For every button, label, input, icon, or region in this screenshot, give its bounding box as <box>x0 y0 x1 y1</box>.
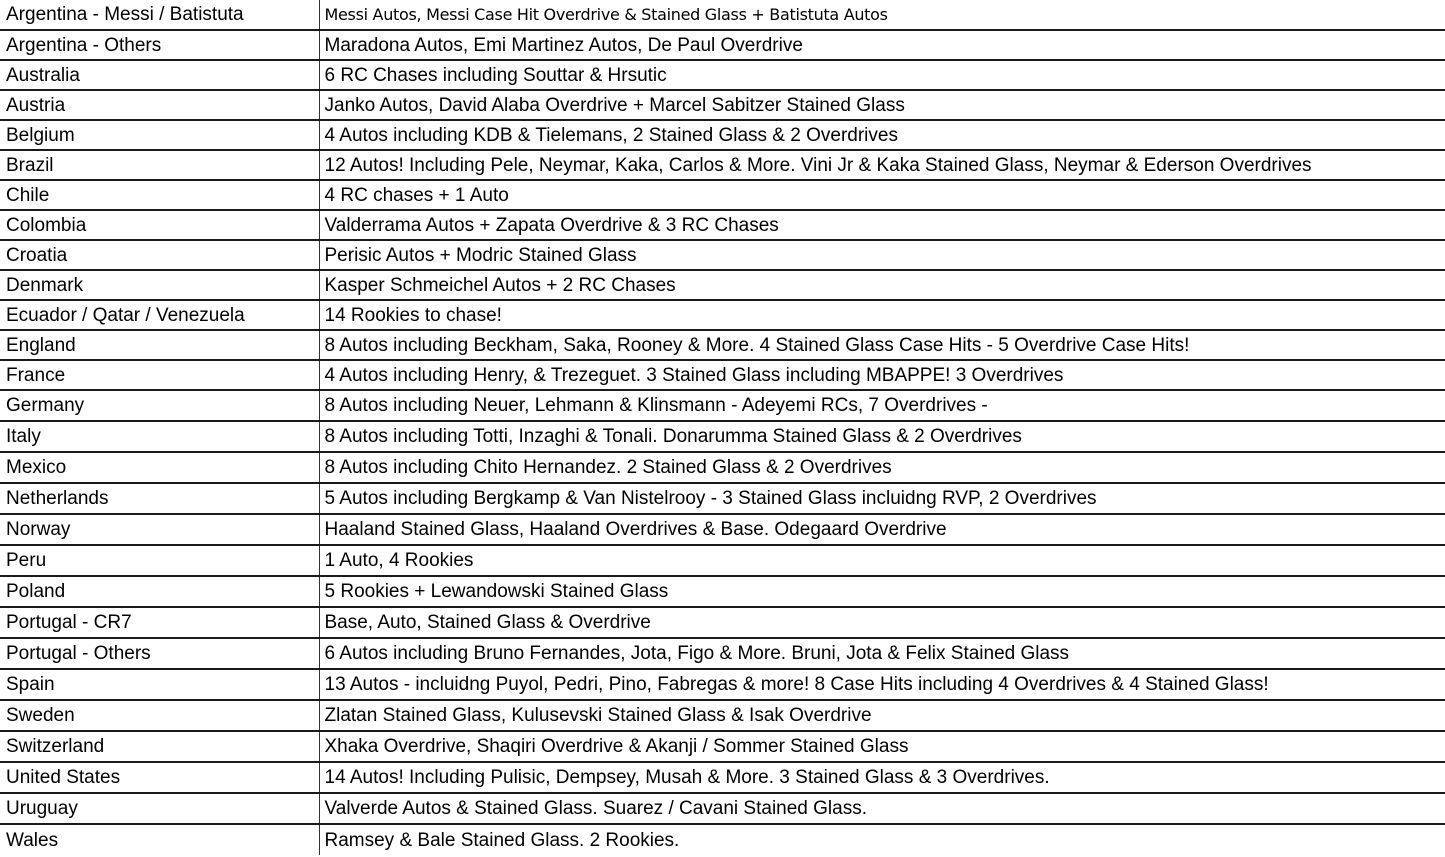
table-row <box>0 576 1445 607</box>
team-cell[interactable]: Australia <box>0 60 319 90</box>
table-row <box>0 180 1445 210</box>
team-cell[interactable]: Denmark <box>0 270 319 300</box>
team-cell[interactable]: Croatia <box>0 240 319 270</box>
highlights-cell[interactable]: Kasper Schmeichel Autos + 2 RC Chases <box>319 270 1445 300</box>
highlights-cell[interactable]: 12 Autos! Including Pele, Neymar, Kaka, Carlos & More. Vini Jr & Kaka Stained Glass, Neymar & Ederson Overdrives <box>319 150 1445 180</box>
table-row <box>0 669 1445 700</box>
highlights-cell[interactable]: Valverde Autos & Stained Glass. Suarez / Cavani Stained Glass. <box>319 793 1445 824</box>
highlights-cell[interactable]: 4 Autos including KDB & Tielemans, 2 Stained Glass & 2 Overdrives <box>319 120 1445 150</box>
highlights-cell[interactable]: Ramsey & Bale Stained Glass. 2 Rookies. <box>324 829 680 851</box>
team-cell[interactable]: England <box>0 330 319 360</box>
highlights-cell[interactable]: Maradona Autos, Emi Martinez Autos, De Paul Overdrive <box>319 30 1445 60</box>
highlights-cell[interactable]: 5 Autos including Bergkamp & Van Nistelrooy - 3 Stained Glass incluidng RVP, 2 Overdrives <box>319 483 1445 514</box>
team-cell[interactable]: Portugal - CR7 <box>0 607 319 638</box>
table-row <box>0 483 1445 514</box>
table-row <box>0 330 1445 360</box>
highlights-cell[interactable]: Valderrama Autos + Zapata Overdrive & 3 RC Chases <box>319 210 1445 240</box>
highlights-cell[interactable]: Xhaka Overdrive, Shaqiri Overdrive & Akanji / Sommer Stained Glass <box>319 731 1445 762</box>
team-cell[interactable]: United States <box>0 762 319 793</box>
table-row <box>0 30 1445 60</box>
highlights-cell[interactable]: 14 Autos! Including Pulisic, Dempsey, Musah & More. 3 Stained Glass & 3 Overdrives. <box>319 762 1445 793</box>
table-row <box>0 824 1445 855</box>
team-cell[interactable]: Brazil <box>0 150 319 180</box>
highlights-cell[interactable]: 8 Autos including Chito Hernandez. 2 Stained Glass & 2 Overdrives <box>319 452 1445 483</box>
team-cell[interactable]: Chile <box>0 180 319 210</box>
team-cell[interactable]: Portugal - Others <box>0 638 319 669</box>
table-row <box>0 762 1445 793</box>
table-row <box>0 700 1445 731</box>
highlights-cell[interactable]: 8 Autos including Totti, Inzaghi & Tonali. Donarumma Stained Glass & 2 Overdrives <box>319 421 1445 452</box>
table-row <box>0 421 1445 452</box>
team-cell[interactable]: Argentina - Others <box>0 30 319 60</box>
highlights-cell[interactable]: 5 Rookies + Lewandowski Stained Glass <box>319 576 1445 607</box>
team-cell[interactable]: Germany <box>0 390 319 421</box>
table-row <box>0 638 1445 669</box>
table-row <box>0 390 1445 421</box>
team-cell[interactable]: Poland <box>0 576 319 607</box>
team-cell[interactable]: Colombia <box>0 210 319 240</box>
table-row <box>0 210 1445 240</box>
table-row <box>0 60 1445 90</box>
table-row <box>0 360 1445 390</box>
table-row <box>0 270 1445 300</box>
table-row <box>0 514 1445 545</box>
table-row <box>0 545 1445 576</box>
team-cell[interactable]: Mexico <box>0 452 319 483</box>
team-cell[interactable]: Sweden <box>0 700 319 731</box>
table-row <box>0 452 1445 483</box>
team-cell[interactable]: Ecuador / Qatar / Venezuela <box>0 300 319 330</box>
table-row <box>0 607 1445 638</box>
highlights-cell[interactable]: 6 RC Chases including Souttar & Hrsutic <box>319 60 1445 90</box>
highlights-cell[interactable]: 1 Auto, 4 Rookies <box>319 545 1445 576</box>
table-row <box>0 731 1445 762</box>
highlights-cell[interactable]: Janko Autos, David Alaba Overdrive + Marcel Sabitzer Stained Glass <box>319 90 1445 120</box>
team-cell[interactable]: Peru <box>0 545 319 576</box>
team-cell[interactable]: Spain <box>0 669 319 700</box>
highlights-cell[interactable]: Zlatan Stained Glass, Kulusevski Stained Glass & Isak Overdrive <box>319 700 1445 731</box>
table-row <box>0 0 1445 30</box>
team-cell[interactable]: Netherlands <box>0 483 319 514</box>
highlights-cell[interactable]: 8 Autos including Neuer, Lehmann & Klinsmann - Adeyemi RCs, 7 Overdrives - <box>319 390 1445 421</box>
table-row <box>0 120 1445 150</box>
highlights-cell[interactable]: 8 Autos including Beckham, Saka, Rooney & More. 4 Stained Glass Case Hits - 5 Overdrive Case Hits! <box>319 330 1445 360</box>
team-cell[interactable]: Belgium <box>0 120 319 150</box>
highlights-cell[interactable]: Haaland Stained Glass, Haaland Overdrives & Base. Odegaard Overdrive <box>319 514 1445 545</box>
team-cell[interactable]: Austria <box>0 90 319 120</box>
team-cell[interactable]: France <box>0 360 319 390</box>
table-row <box>0 793 1445 824</box>
table-row <box>0 150 1445 180</box>
highlights-cell[interactable]: 4 RC chases + 1 Auto <box>319 180 1445 210</box>
highlights-cell[interactable]: Perisic Autos + Modric Stained Glass <box>319 240 1445 270</box>
team-cell[interactable]: Italy <box>0 421 319 452</box>
highlights-cell[interactable]: Base, Auto, Stained Glass & Overdrive <box>319 607 1445 638</box>
table-row <box>0 90 1445 120</box>
team-cell[interactable]: Switzerland <box>0 731 319 762</box>
highlights-cell[interactable]: 14 Rookies to chase! <box>319 300 1445 330</box>
table-row <box>0 240 1445 270</box>
highlights-cell[interactable]: Messi Autos, Messi Case Hit Overdrive & Stained Glass + Batistuta Autos <box>319 0 1445 30</box>
highlights-cell[interactable]: 13 Autos - incluidng Puyol, Pedri, Pino, Fabregas & more! 8 Case Hits including 4 Overdrives & 4 Stained Glass! <box>319 669 1445 700</box>
team-cell[interactable]: Wales <box>0 824 319 855</box>
table-row <box>0 300 1445 330</box>
highlights-cell[interactable]: 4 Autos including Henry, & Trezeguet. 3 Stained Glass including MBAPPE! 3 Overdrives <box>319 360 1445 390</box>
team-cell[interactable]: Norway <box>0 514 319 545</box>
highlights-cell[interactable]: 6 Autos including Bruno Fernandes, Jota, Figo & More. Bruni, Jota & Felix Stained Glass <box>319 638 1445 669</box>
team-cell[interactable]: Argentina - Messi / Batistuta <box>0 0 319 30</box>
team-cell[interactable]: Uruguay <box>0 793 319 824</box>
